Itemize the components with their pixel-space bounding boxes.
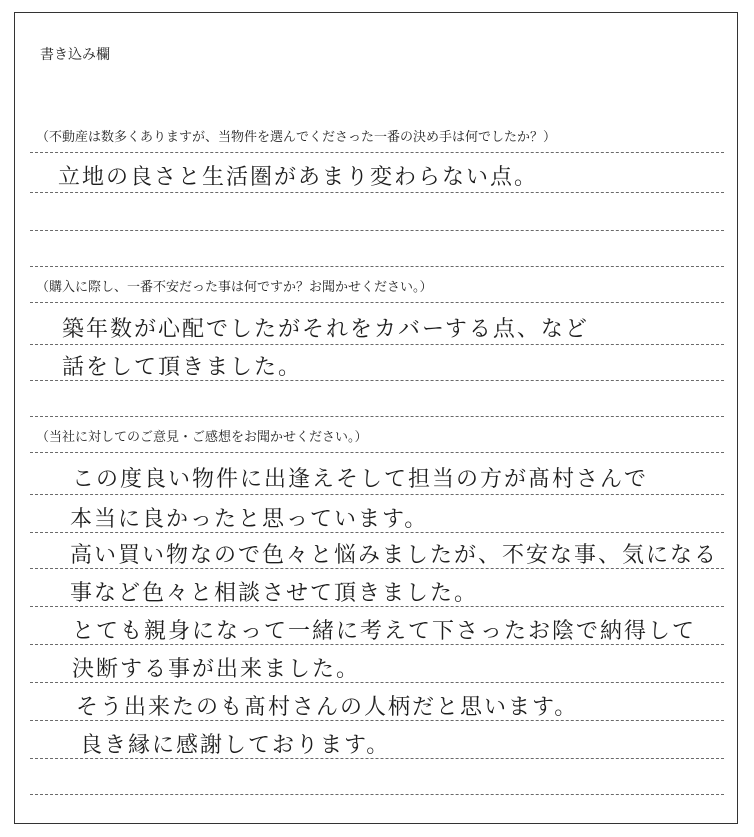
answer-line-feedback-6: 決断する事が出来ました。 <box>72 657 361 682</box>
answer-line-worry-2: 話をして頂きました。 <box>62 355 303 380</box>
answer-line-feedback-8: 良き縁に感謝しております。 <box>80 733 391 758</box>
ruled-line <box>30 720 724 721</box>
question-label-decision: （不動産は数多くありますが、当物件を選んでくださった一番の決め手は何でしたか？） <box>36 130 557 145</box>
section-title: 書き込み欄 <box>40 47 110 63</box>
ruled-line <box>30 344 724 345</box>
answer-line-feedback-3: 高い買い物なので色々と悩みましたが、不安な事、気になる <box>70 543 719 568</box>
ruled-line <box>30 758 724 759</box>
question-label-feedback: （当社に対してのご意見・ご感想をお聞かせください。） <box>36 430 368 445</box>
question-label-worry: （購入に際し、一番不安だった事は何ですか？お聞かせください。） <box>36 280 433 295</box>
ruled-line <box>30 416 724 417</box>
ruled-line <box>30 644 724 645</box>
answer-line-feedback-1: この度良い物件に出逢えそして担当の方が髙村さんで <box>72 467 649 492</box>
ruled-line <box>30 794 724 795</box>
ruled-line <box>30 568 724 569</box>
ruled-line <box>30 532 724 533</box>
answer-line-feedback-7: そう出来たのも髙村さんの人柄だと思います。 <box>76 695 579 720</box>
ruled-line <box>30 494 724 495</box>
ruled-line <box>30 606 724 607</box>
ruled-line <box>30 152 724 153</box>
ruled-line <box>30 302 724 303</box>
ruled-line <box>30 266 724 267</box>
answer-line-feedback-2: 本当に良かったと思っています。 <box>70 507 429 532</box>
answer-line-feedback-4: 事など色々と相談させて頂きました。 <box>70 581 479 606</box>
ruled-line <box>30 192 724 193</box>
answer-line-feedback-5: とても親身になって一緒に考えて下さったお陰で納得して <box>72 619 697 644</box>
answer-line-decision-1: 立地の良さと生活圏があまり変わらない点。 <box>58 165 539 190</box>
ruled-line <box>30 230 724 231</box>
ruled-line <box>30 682 724 683</box>
answer-line-worry-1: 築年数が心配でしたがそれをカバーする点、など <box>62 317 589 342</box>
ruled-line <box>30 380 724 381</box>
ruled-line <box>30 452 724 453</box>
